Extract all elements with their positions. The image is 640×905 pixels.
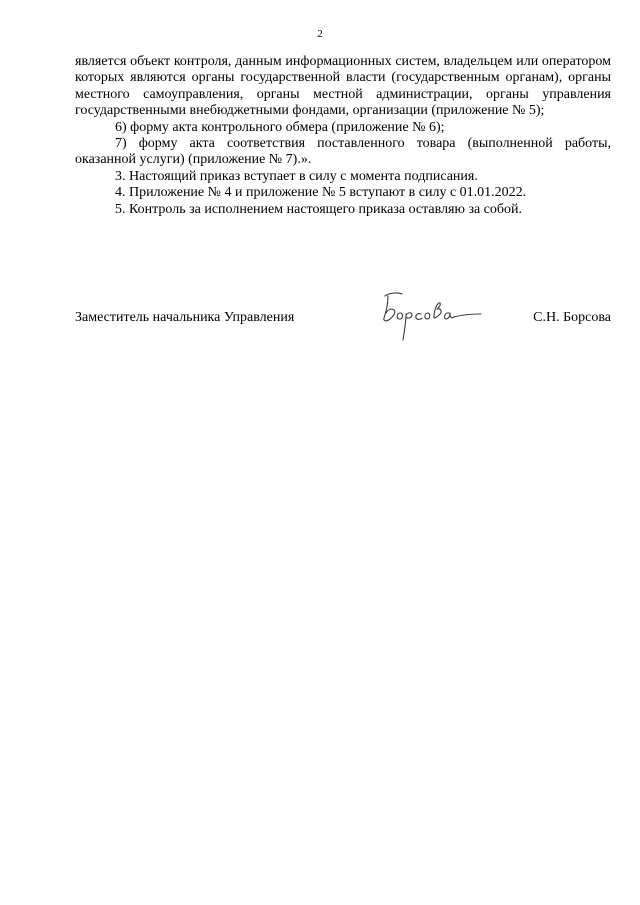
signer-name: С.Н. Борсова bbox=[533, 310, 611, 325]
handwritten-signature bbox=[373, 284, 489, 346]
paragraph-clause-5: 5. Контроль за исполнением настоящего приказа оставляю за собой. bbox=[115, 201, 523, 217]
signature-block bbox=[75, 306, 611, 346]
paragraph-item-7: 7) форму акта соответствия поставленного товара (выполненной работы, оказанной услуги) (приложение № 7).». bbox=[75, 136, 611, 168]
paragraph-clause-4: 4. Приложение № 4 и приложение № 5 вступают в силу с 01.01.2022. bbox=[115, 185, 527, 201]
paragraph-continuation: является объект контроля, данным информационных систем, владельцем или оператором которых являются органы государственной власти (государственным органам), органы местного самоуправления, органы местной администрации, органы управления государственными внебюджетными фондами, организации (приложение № 5); bbox=[75, 54, 611, 119]
paragraph-item-6: 6) форму акта контрольного обмера (приложение № 6); bbox=[115, 119, 445, 135]
paragraph-clause-3: 3. Настоящий приказ вступает в силу с момента подписания. bbox=[115, 168, 478, 184]
document-body bbox=[75, 54, 611, 218]
page-number: 2 bbox=[317, 28, 323, 40]
signer-title: Заместитель начальника Управления bbox=[75, 310, 295, 325]
